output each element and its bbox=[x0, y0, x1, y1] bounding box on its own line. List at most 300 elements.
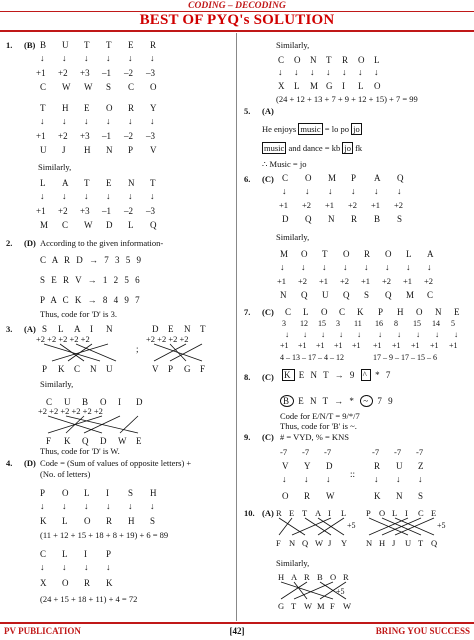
down-arrow-icon: ↓ bbox=[40, 53, 45, 63]
row-cell: E bbox=[136, 436, 142, 446]
down-arrow-icon: ↓ bbox=[374, 186, 379, 196]
row-cell: +1 bbox=[36, 206, 46, 216]
q2-number: 2. bbox=[6, 238, 13, 248]
q2-conclusion: Thus, code for 'D' is 3. bbox=[40, 309, 117, 319]
row-cell: Q bbox=[397, 173, 404, 183]
q6-arrows-1 bbox=[282, 186, 420, 196]
row-cell: +3 bbox=[80, 206, 90, 216]
row-cell: K bbox=[40, 516, 47, 526]
row-cell: T bbox=[326, 55, 332, 65]
down-arrow-icon: ↓ bbox=[301, 262, 306, 272]
row-cell: A bbox=[291, 572, 298, 582]
down-arrow-icon: ↓ bbox=[304, 474, 309, 484]
row-cell: I bbox=[118, 397, 121, 407]
down-arrow-icon: ↓ bbox=[106, 562, 111, 572]
row-cell: O bbox=[282, 491, 289, 501]
q6-answer: (C) bbox=[262, 174, 274, 184]
q6-ops-1 bbox=[279, 200, 417, 210]
q8-conclusion: Thus, code for 'B' is ~. bbox=[280, 421, 357, 431]
row-cell: I bbox=[342, 81, 345, 91]
row-cell: P bbox=[42, 364, 48, 374]
q10-word-1 bbox=[276, 508, 354, 518]
row-cell: 3 bbox=[282, 319, 286, 328]
q9-ops-1 bbox=[280, 447, 346, 457]
q7-word-2 bbox=[378, 307, 473, 317]
header-subtitle: CODING – DECODING bbox=[188, 1, 286, 11]
q9-word-1 bbox=[282, 461, 348, 471]
row-cell: R bbox=[106, 516, 113, 526]
q3-ops-3: +2 +2 +2 +2 +2 +2 bbox=[38, 406, 103, 416]
q8-answer: (C) bbox=[262, 372, 274, 382]
footer-rule bbox=[0, 622, 474, 624]
row-cell: E bbox=[289, 508, 295, 518]
row-cell: N bbox=[128, 178, 135, 188]
down-arrow-icon: ↓ bbox=[285, 330, 289, 339]
down-arrow-icon: ↓ bbox=[406, 262, 411, 272]
row-cell: I bbox=[328, 508, 331, 518]
row-cell: S bbox=[128, 488, 134, 498]
row-cell: O bbox=[379, 508, 386, 518]
row-cell: D bbox=[282, 214, 289, 224]
row-cell: W bbox=[326, 491, 335, 501]
row-cell: V bbox=[282, 461, 289, 471]
q1-ops-c bbox=[36, 206, 168, 216]
column-divider bbox=[236, 33, 237, 621]
q8-line1-d: * 7 bbox=[375, 370, 393, 380]
row-cell: N bbox=[435, 307, 442, 317]
q3-number: 3. bbox=[6, 324, 13, 334]
row-cell: S bbox=[397, 214, 403, 224]
q1-word-a bbox=[40, 40, 172, 50]
q5-line1-c: = lo po bbox=[324, 124, 349, 134]
q7-values-2 bbox=[375, 319, 470, 328]
q5-line2-b: and dance = kb bbox=[288, 143, 341, 153]
q10-key-2: +5 bbox=[437, 521, 446, 530]
row-cell: C bbox=[40, 549, 47, 559]
row-cell: O bbox=[330, 572, 337, 582]
row-cell: C bbox=[418, 508, 424, 518]
row-cell: –1 bbox=[102, 131, 111, 141]
q9-arrows-2 bbox=[374, 474, 440, 484]
row-cell: N bbox=[310, 55, 317, 65]
row-cell: E bbox=[84, 103, 90, 113]
row-cell: O bbox=[305, 173, 312, 183]
row-cell: Y bbox=[304, 461, 311, 471]
row-cell: -7 bbox=[302, 447, 310, 457]
row-cell: +2 bbox=[424, 276, 434, 286]
q5-line2-d: fk bbox=[355, 143, 363, 153]
down-arrow-icon: ↓ bbox=[128, 191, 133, 201]
down-arrow-icon: ↓ bbox=[294, 67, 299, 77]
row-cell: R bbox=[84, 578, 91, 588]
row-cell: E bbox=[128, 40, 134, 50]
row-cell: W bbox=[84, 220, 93, 230]
down-arrow-icon: ↓ bbox=[62, 562, 67, 572]
row-cell: S bbox=[418, 491, 424, 501]
row-cell: C bbox=[278, 55, 285, 65]
row-cell: T bbox=[106, 40, 112, 50]
row-cell: W bbox=[343, 601, 352, 611]
q7-arrows-2 bbox=[378, 330, 473, 339]
row-cell: +1 bbox=[371, 200, 381, 210]
row-cell: 15 bbox=[413, 319, 421, 328]
q1-answer: (B) bbox=[24, 40, 36, 50]
row-cell: +1 bbox=[373, 341, 382, 350]
row-cell: Q bbox=[82, 436, 89, 446]
row-cell: P bbox=[106, 549, 112, 559]
row-cell: L bbox=[303, 307, 309, 317]
q3-answer: (A) bbox=[24, 324, 36, 334]
down-arrow-icon: ↓ bbox=[128, 501, 133, 511]
q10-cross-lines-1 bbox=[276, 518, 358, 536]
down-arrow-icon: ↓ bbox=[397, 186, 402, 196]
row-cell: -7 bbox=[324, 447, 332, 457]
down-arrow-icon: ↓ bbox=[40, 191, 45, 201]
row-cell: O bbox=[343, 249, 350, 259]
row-cell: R bbox=[374, 461, 381, 471]
row-cell: N bbox=[328, 214, 335, 224]
row-cell: H bbox=[278, 572, 285, 582]
down-arrow-icon: ↓ bbox=[326, 474, 331, 484]
row-cell: +1 bbox=[361, 276, 371, 286]
down-arrow-icon: ↓ bbox=[339, 330, 343, 339]
q2-line3: P A C K → 8 4 9 7 bbox=[40, 295, 142, 305]
down-arrow-icon: ↓ bbox=[305, 186, 310, 196]
row-cell: –2 bbox=[124, 68, 133, 78]
q5-line2-jo-box: jo bbox=[344, 143, 351, 153]
row-cell: T bbox=[84, 178, 90, 188]
q4-intro-2: (No. of letters) bbox=[40, 469, 91, 479]
q9-number: 9. bbox=[244, 432, 251, 442]
row-cell: B bbox=[82, 397, 89, 407]
q2-line2: S E R V → 1 2 5 6 bbox=[40, 275, 142, 285]
row-cell: D bbox=[152, 324, 159, 334]
q6-number: 6. bbox=[244, 174, 251, 184]
row-cell: Q bbox=[343, 290, 350, 300]
down-arrow-icon: ↓ bbox=[378, 330, 382, 339]
q9-arrows-1 bbox=[282, 474, 348, 484]
row-cell: L bbox=[128, 220, 134, 230]
row-cell: S bbox=[106, 82, 112, 92]
down-arrow-icon: ↓ bbox=[322, 262, 327, 272]
row-cell: E bbox=[454, 307, 460, 317]
row-cell: T bbox=[322, 249, 328, 259]
down-arrow-icon: ↓ bbox=[128, 53, 133, 63]
down-arrow-icon: ↓ bbox=[328, 186, 333, 196]
row-cell: I bbox=[90, 324, 93, 334]
q6-ops-2 bbox=[277, 276, 445, 286]
row-cell: K bbox=[58, 364, 65, 374]
down-arrow-icon: ↓ bbox=[106, 116, 111, 126]
q1-code-c bbox=[40, 220, 172, 230]
q4b-code bbox=[278, 81, 390, 91]
q4-code-2 bbox=[40, 578, 128, 588]
row-cell: I bbox=[106, 488, 109, 498]
row-cell: R bbox=[304, 491, 311, 501]
row-cell: -7 bbox=[416, 447, 424, 457]
q3-word-2 bbox=[152, 324, 216, 334]
q4-intro-1: Code = (Sum of values of opposite letters) + bbox=[40, 458, 192, 468]
q1-arrows-c bbox=[40, 191, 172, 201]
down-arrow-icon: ↓ bbox=[374, 67, 379, 77]
q7-code-1: 4 – 13 – 17 – 4 – 12 bbox=[280, 353, 344, 362]
q8-line1 bbox=[282, 370, 392, 380]
row-cell: P bbox=[351, 173, 357, 183]
row-cell: +1 bbox=[430, 341, 439, 350]
footer-tagline: BRING YOU SUCCESS bbox=[375, 626, 470, 636]
row-cell: M bbox=[328, 173, 337, 183]
row-cell: L bbox=[62, 549, 68, 559]
row-cell: T bbox=[291, 601, 297, 611]
q10-key-1: +5 bbox=[347, 521, 356, 530]
row-cell: +2 bbox=[58, 131, 68, 141]
down-arrow-icon: ↓ bbox=[62, 501, 67, 511]
row-cell: U bbox=[106, 364, 113, 374]
q8-line1-caret-box: ^ bbox=[362, 370, 369, 380]
row-cell: R bbox=[276, 508, 282, 518]
row-cell: E bbox=[168, 324, 174, 334]
row-cell: P bbox=[128, 145, 134, 155]
q10-similarly: Similarly, bbox=[276, 558, 310, 568]
row-cell: O bbox=[321, 307, 328, 317]
row-cell: N bbox=[280, 290, 287, 300]
row-cell: R bbox=[364, 249, 371, 259]
row-cell: T bbox=[418, 538, 424, 548]
q7-arrows-1 bbox=[285, 330, 375, 339]
row-cell: +1 bbox=[403, 276, 413, 286]
row-cell: R bbox=[304, 572, 310, 582]
row-cell: +2 bbox=[348, 200, 358, 210]
q3-cross-lines-3 bbox=[44, 416, 154, 434]
row-cell: U bbox=[62, 40, 69, 50]
q2-intro: According to the given information- bbox=[40, 238, 164, 248]
row-cell: G bbox=[278, 601, 285, 611]
q4b-arrows bbox=[278, 67, 390, 77]
q7-code-2: 17 – 9 – 17 – 15 – 6 bbox=[373, 353, 437, 362]
down-arrow-icon: ↓ bbox=[303, 330, 307, 339]
row-cell: P bbox=[378, 307, 384, 317]
row-cell: H bbox=[397, 307, 404, 317]
q5-number: 5. bbox=[244, 106, 251, 116]
row-cell: O bbox=[150, 82, 157, 92]
q1-similarly: Similarly, bbox=[38, 162, 72, 172]
row-cell: C bbox=[285, 307, 292, 317]
down-arrow-icon: ↓ bbox=[84, 191, 89, 201]
q10-code-1 bbox=[276, 538, 354, 548]
q5-line1 bbox=[262, 124, 362, 134]
row-cell: Q bbox=[431, 538, 438, 548]
row-cell: C bbox=[74, 364, 81, 374]
row-cell: A bbox=[62, 178, 69, 188]
row-cell: Q bbox=[302, 538, 309, 548]
down-arrow-icon: ↓ bbox=[326, 67, 331, 77]
row-cell: 11 bbox=[354, 319, 362, 328]
row-cell: Q bbox=[150, 220, 157, 230]
row-cell: U bbox=[396, 461, 403, 471]
row-cell: -7 bbox=[280, 447, 288, 457]
row-cell: H bbox=[128, 516, 135, 526]
q1-word-b bbox=[40, 103, 172, 113]
down-arrow-icon: ↓ bbox=[280, 262, 285, 272]
row-cell: H bbox=[62, 103, 69, 113]
row-cell: +1 bbox=[334, 341, 343, 350]
row-cell: L bbox=[40, 178, 46, 188]
q6-word-2 bbox=[280, 249, 448, 259]
footer-publisher: PV PUBLICATION bbox=[4, 626, 81, 636]
down-arrow-icon: ↓ bbox=[416, 330, 420, 339]
row-cell: L bbox=[392, 508, 398, 518]
row-cell: L bbox=[406, 249, 412, 259]
down-arrow-icon: ↓ bbox=[435, 330, 439, 339]
row-cell: G bbox=[184, 364, 191, 374]
q10-code-3 bbox=[278, 601, 356, 611]
q8-line2-d: 7 9 bbox=[377, 396, 395, 406]
row-cell: –3 bbox=[146, 206, 155, 216]
q3-cross-lines-2 bbox=[150, 344, 220, 362]
row-cell: B bbox=[374, 214, 381, 224]
row-cell: U bbox=[64, 397, 71, 407]
down-arrow-icon: ↓ bbox=[364, 262, 369, 272]
row-cell: N bbox=[184, 324, 191, 334]
row-cell: U bbox=[405, 538, 412, 548]
row-cell: G bbox=[326, 81, 333, 91]
down-arrow-icon: ↓ bbox=[282, 186, 287, 196]
row-cell: +1 bbox=[277, 276, 287, 286]
row-cell: +2 bbox=[394, 200, 404, 210]
down-arrow-icon: ↓ bbox=[385, 262, 390, 272]
row-cell: N bbox=[396, 491, 403, 501]
row-cell: D bbox=[106, 220, 113, 230]
q1-arrows-a bbox=[40, 53, 172, 63]
q4-arrows-1 bbox=[40, 501, 172, 511]
q5-line2 bbox=[262, 143, 362, 153]
row-cell: +1 bbox=[298, 341, 307, 350]
row-cell: C bbox=[46, 397, 53, 407]
q10-word-3 bbox=[278, 572, 356, 582]
row-cell: L bbox=[84, 488, 90, 498]
row-cell: H bbox=[150, 488, 157, 498]
down-arrow-icon: ↓ bbox=[106, 501, 111, 511]
row-cell: O bbox=[84, 516, 91, 526]
row-cell: T bbox=[40, 103, 46, 113]
row-cell: N bbox=[106, 145, 113, 155]
row-cell: O bbox=[374, 81, 381, 91]
row-cell: +1 bbox=[36, 68, 46, 78]
q8-line1-b: E N T → 9 bbox=[298, 370, 357, 380]
down-arrow-icon: ↓ bbox=[40, 501, 45, 511]
row-cell: H bbox=[84, 145, 91, 155]
row-cell: K bbox=[357, 307, 364, 317]
down-arrow-icon: ↓ bbox=[84, 53, 89, 63]
q8-line2-b: E N T → * bbox=[298, 396, 356, 406]
row-cell: L bbox=[358, 81, 364, 91]
down-arrow-icon: ↓ bbox=[84, 116, 89, 126]
q5-conclusion: ∴ Music = jo bbox=[262, 159, 307, 169]
row-cell: L bbox=[58, 324, 64, 334]
row-cell: T bbox=[150, 178, 156, 188]
row-cell: F bbox=[200, 364, 206, 374]
page-number: [42] bbox=[229, 626, 245, 636]
q1-code-a bbox=[40, 82, 172, 92]
q3-separator: ; bbox=[136, 344, 139, 354]
row-cell: 12 bbox=[300, 319, 308, 328]
row-cell: T bbox=[200, 324, 206, 334]
row-cell: 3 bbox=[336, 319, 340, 328]
down-arrow-icon: ↓ bbox=[106, 53, 111, 63]
q8-line2-tilde-circle: ~ bbox=[360, 395, 373, 407]
down-arrow-icon: ↓ bbox=[343, 262, 348, 272]
q9-code-2 bbox=[374, 491, 440, 501]
down-arrow-icon: ↓ bbox=[150, 191, 155, 201]
row-cell: T bbox=[84, 40, 90, 50]
row-cell: F bbox=[46, 436, 52, 446]
down-arrow-icon: ↓ bbox=[321, 330, 325, 339]
row-cell: –3 bbox=[146, 68, 155, 78]
row-cell: +2 bbox=[298, 276, 308, 286]
q8-line3: Code for E/N/T = 9/*/7 bbox=[280, 411, 360, 421]
row-cell: +1 bbox=[352, 341, 361, 350]
row-cell: +1 bbox=[411, 341, 420, 350]
row-cell: O bbox=[385, 249, 392, 259]
row-cell: Y bbox=[341, 538, 348, 548]
q4b-equation: (24 + 12 + 13 + 7 + 9 + 12 + 15) + 7 = 99 bbox=[276, 94, 418, 104]
row-cell: C bbox=[62, 220, 69, 230]
row-cell: V bbox=[150, 145, 157, 155]
row-cell: J bbox=[62, 145, 66, 155]
row-cell: F bbox=[330, 601, 335, 611]
row-cell: S bbox=[42, 324, 48, 334]
q5-line1-music-box: music bbox=[300, 124, 321, 134]
row-cell: Q bbox=[301, 290, 308, 300]
q3-code-3 bbox=[46, 436, 154, 446]
q4-equation-1: (11 + 12 + 15 + 18 + 8 + 19) + 6 = 89 bbox=[40, 530, 169, 540]
q4b-word bbox=[278, 55, 390, 65]
row-cell: +1 bbox=[280, 341, 289, 350]
q10-word-2 bbox=[366, 508, 444, 518]
down-arrow-icon: ↓ bbox=[62, 191, 67, 201]
row-cell: R bbox=[128, 103, 135, 113]
q3-ops-2: +2 +2 +2 +2 bbox=[146, 334, 189, 344]
row-cell: P bbox=[40, 488, 46, 498]
row-cell: L bbox=[62, 516, 68, 526]
q7-word-1 bbox=[285, 307, 375, 317]
row-cell: –1 bbox=[102, 68, 111, 78]
row-cell: A bbox=[427, 249, 434, 259]
q2-line1: C A R D → 7 3 5 9 bbox=[40, 255, 144, 265]
row-cell: +2 bbox=[58, 68, 68, 78]
row-cell: Z bbox=[418, 461, 424, 471]
q3-cross-lines-1 bbox=[40, 344, 130, 362]
row-cell: O bbox=[294, 55, 301, 65]
down-arrow-icon: ↓ bbox=[418, 474, 423, 484]
row-cell: Q bbox=[305, 214, 312, 224]
row-cell: E bbox=[431, 508, 437, 518]
q5-line1-jo-box: jo bbox=[353, 124, 360, 134]
row-cell: +3 bbox=[80, 68, 90, 78]
row-cell: I bbox=[84, 549, 87, 559]
q8-number: 8. bbox=[244, 372, 251, 382]
q9-intro: # = VYD, % = KNS bbox=[280, 432, 349, 442]
q3-code-2 bbox=[152, 364, 216, 374]
q4-word-1 bbox=[40, 488, 172, 498]
row-cell: O bbox=[416, 307, 423, 317]
row-cell: -7 bbox=[394, 447, 402, 457]
row-cell: N bbox=[366, 538, 373, 548]
row-cell: 5 bbox=[451, 319, 455, 328]
row-cell: J bbox=[328, 538, 332, 548]
down-arrow-icon: ↓ bbox=[357, 330, 361, 339]
row-cell: H bbox=[379, 538, 386, 548]
